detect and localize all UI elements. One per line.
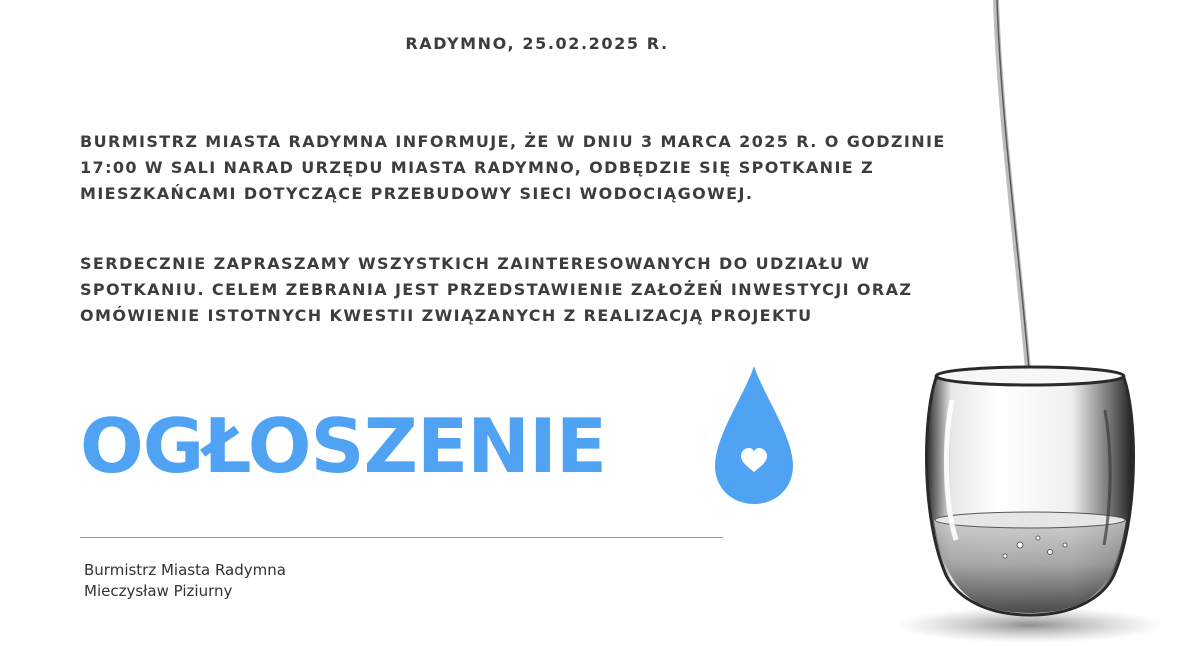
signature-divider: [80, 537, 723, 538]
announcement-date: RADYMNO, 25.02.2025 R.: [405, 34, 669, 53]
announcement-paragraph-2: SERDECZNIE ZAPRASZAMY WSZYSTKICH ZAINTERESOWANYCH DO UDZIAŁU W SPOTKANIU. CELEM ZEBRANIA JEST PRZEDSTAWIENIE ZAŁOŻEŃ INWESTYCJI ORAZ OMÓWIENIE ISTOTNYCH KWESTII ZWIĄZANYCH Z REALIZACJĄ PROJEKTU: [80, 254, 913, 325]
signature-title: Burmistrz Miasta Radymna: [84, 561, 286, 579]
water-glass-image: [900, 0, 1200, 646]
headline-title: OGŁOSZENIE: [80, 402, 607, 490]
announcement-paragraph-1: BURMISTRZ MIASTA RADYMNA INFORMUJE, ŻE W DNIU 3 MARCA 2025 R. O GODZINIE 17:00 W SALI NARAD URZĘDU MIASTA RADYMNO, ODBĘDZIE SIĘ SPOTKANIE Z MIESZKAŃCAMI DOTYCZĄCE PRZEBUDOWY SIECI WODOCIĄGOWEJ.: [80, 132, 946, 203]
water-drop-heart-icon: [713, 364, 795, 506]
signature-name: Mieczysław Piziurny: [84, 582, 233, 600]
